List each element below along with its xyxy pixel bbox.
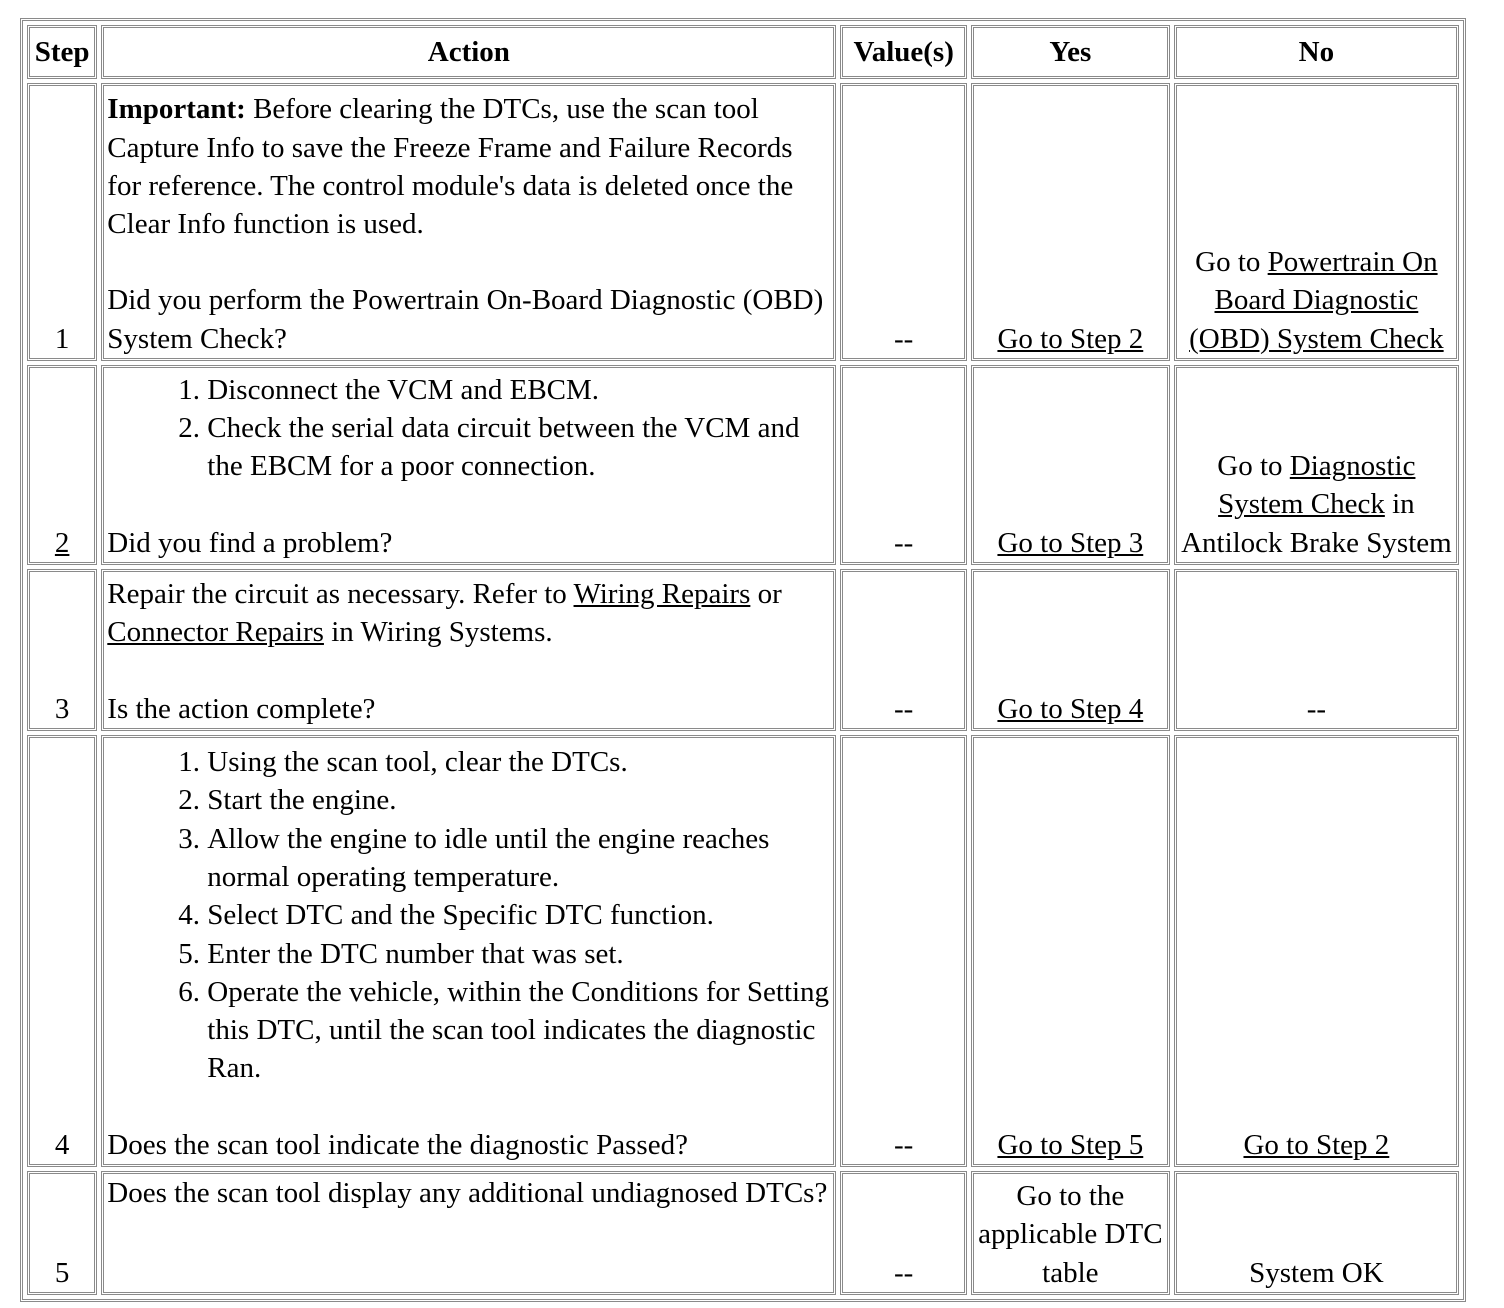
no-link[interactable]: Go to Step 2 xyxy=(1243,1128,1390,1161)
yes-link[interactable]: Go to Step 4 xyxy=(997,692,1144,725)
table-row xyxy=(27,365,1459,565)
no-cell xyxy=(1174,83,1459,361)
header-values: Value(s) xyxy=(840,25,967,79)
action-cell xyxy=(101,83,836,361)
header-action: Action xyxy=(101,25,836,79)
yes-cell xyxy=(971,83,1170,361)
no-cell: System OK xyxy=(1174,1171,1459,1295)
no-cell xyxy=(1174,365,1459,565)
list-item: 1. Disconnect the VCM and EBCM. xyxy=(207,371,830,409)
header-row xyxy=(27,25,1459,79)
yes-link[interactable]: Go to Step 2 xyxy=(997,322,1144,355)
action-cell xyxy=(101,735,836,1167)
value-cell: -- xyxy=(840,1171,967,1295)
action-cell xyxy=(101,365,836,565)
list-item: 1. Using the scan tool, clear the DTCs. xyxy=(207,743,830,781)
action-cell xyxy=(101,569,836,731)
yes-cell xyxy=(971,365,1170,565)
action-list xyxy=(107,371,830,486)
action-question: Did you perform the Powertrain On-Board Diagnostic (OBD) System Check? xyxy=(107,284,824,355)
header-step: Step xyxy=(27,25,97,79)
list-item: 2. Start the engine. xyxy=(207,781,830,819)
value-cell: -- xyxy=(840,83,967,361)
important-note xyxy=(107,90,830,243)
yes-cell xyxy=(971,569,1170,731)
list-item: 3. Allow the engine to idle until the engine reaches normal operating temperature. xyxy=(207,820,830,897)
no-prefix: Go to xyxy=(1217,450,1290,483)
action-text-part: in Wiring Systems. xyxy=(323,616,553,649)
header-no: No xyxy=(1174,25,1459,79)
table-row xyxy=(27,569,1459,731)
value-cell: -- xyxy=(840,365,967,565)
action-list xyxy=(107,743,830,1088)
list-item: 4. Select DTC and the Specific DTC function. xyxy=(207,896,830,934)
step-number xyxy=(27,365,97,565)
important-label: Important: xyxy=(107,93,246,126)
connector-repairs-link[interactable]: Connector Repairs xyxy=(107,616,324,649)
step-number: 5 xyxy=(27,1171,97,1295)
no-cell: -- xyxy=(1174,569,1459,731)
table-row xyxy=(27,735,1459,1167)
no-link[interactable]: Diagnostic System Check xyxy=(1218,450,1416,521)
action-cell xyxy=(101,1171,836,1295)
yes-cell xyxy=(971,735,1170,1167)
diagnostic-table xyxy=(20,18,1466,1302)
action-question: Does the scan tool display any additional undiagnosed DTCs? xyxy=(107,1177,828,1209)
action-text-part: or xyxy=(750,578,782,611)
value-cell: -- xyxy=(840,569,967,731)
action-question: Is the action complete? xyxy=(107,692,376,725)
action-question: Does the scan tool indicate the diagnostic Passed? xyxy=(107,1128,688,1161)
table-row xyxy=(27,1171,1459,1295)
step-link[interactable]: 2 xyxy=(54,526,70,559)
action-text xyxy=(107,575,830,652)
step-number: 4 xyxy=(27,735,97,1167)
list-item: 2. Check the serial data circuit between the VCM and the EBCM for a poor connection. xyxy=(207,409,830,486)
yes-link[interactable]: Go to Step 3 xyxy=(997,526,1144,559)
header-yes: Yes xyxy=(971,25,1170,79)
list-item: 5. Enter the DTC number that was set. xyxy=(207,935,830,973)
list-item: 6. Operate the vehicle, within the Conditions for Setting this DTC, until the scan tool indicates the diagnostic Ran. xyxy=(207,973,830,1088)
value-cell: -- xyxy=(840,735,967,1167)
no-link[interactable]: Powertrain On Board Diagnostic (OBD) System Check xyxy=(1189,246,1444,355)
no-cell xyxy=(1174,735,1459,1167)
step-number: 3 xyxy=(27,569,97,731)
wiring-repairs-link[interactable]: Wiring Repairs xyxy=(573,578,751,611)
important-text: Before clearing the DTCs, use the scan tool Capture Info to save the Freeze Frame and Failure Records for reference. The control module's data is deleted once the Clear Info function is used. xyxy=(107,93,794,241)
yes-link[interactable]: Go to Step 5 xyxy=(997,1128,1144,1161)
action-text-part: Repair the circuit as necessary. Refer to xyxy=(107,578,574,611)
step-number: 1 xyxy=(27,83,97,361)
yes-cell: Go to the applicable DTC table xyxy=(971,1171,1170,1295)
action-question: Did you find a problem? xyxy=(107,526,393,559)
table-row xyxy=(27,83,1459,361)
no-suffix: in Antilock Brake System xyxy=(1181,488,1452,559)
no-prefix: Go to xyxy=(1195,246,1268,279)
